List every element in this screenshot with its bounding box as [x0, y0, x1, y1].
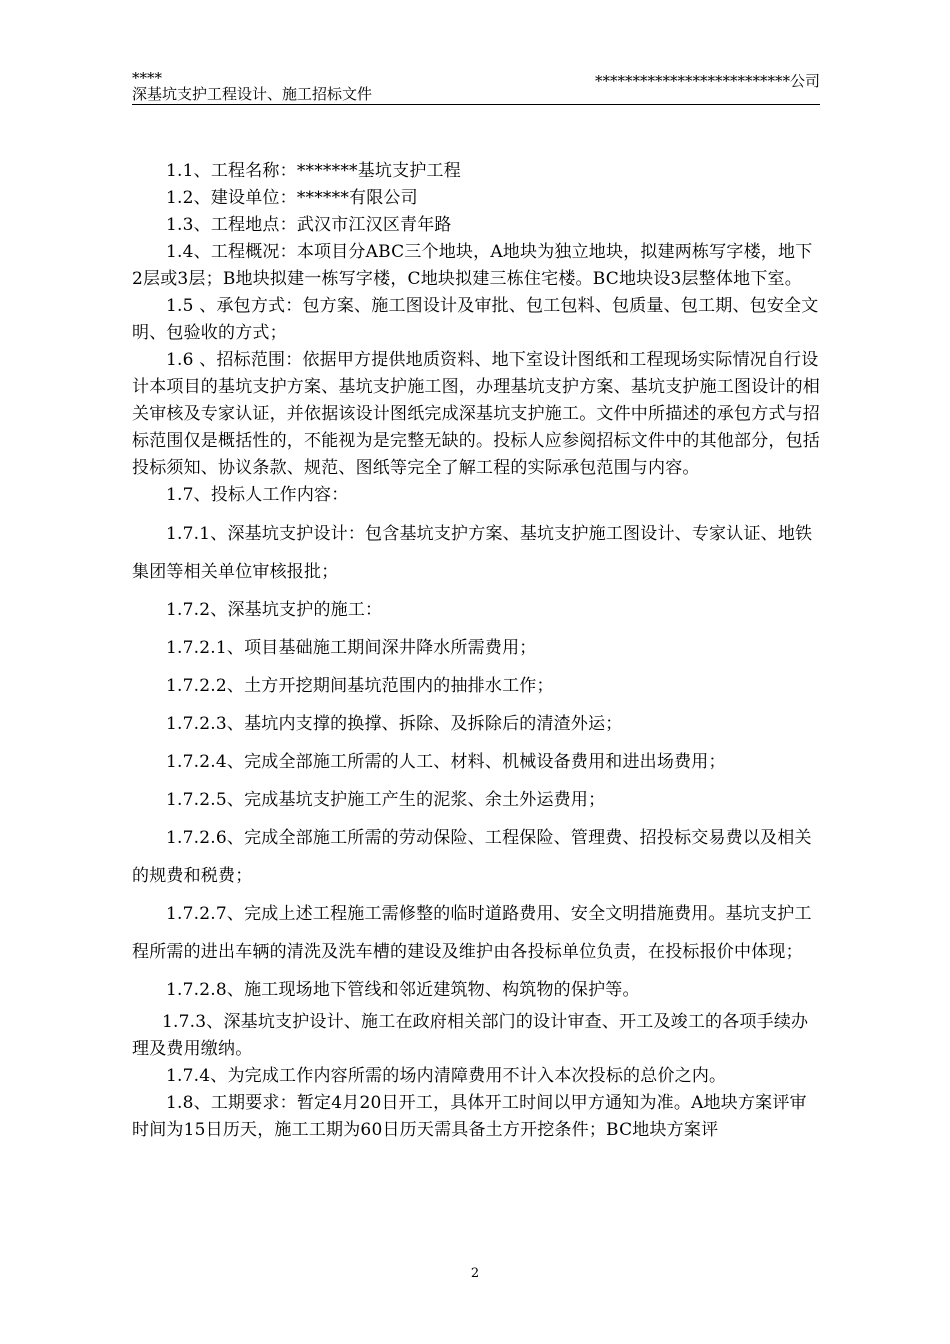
para-1-7-3: 1.7.3、深基坑支护设计、施工在政府相关部门的设计审查、开工及竣工的各项手续办理及费用缴纳。 [132, 1012, 809, 1059]
para-1-7-2-3: 1.7.2.3、基坑内支撑的换撑、拆除、及拆除后的清渣外运； [166, 714, 623, 734]
para-1-7-2-6: 1.7.2.6、完成全部施工所需的劳动保险、工程保险、管理费、招投标交易费以及相关的规费和税费； [132, 828, 812, 886]
header-company: **************************公司 [594, 72, 820, 90]
para-1-8: 1.8、工期要求：暂定4月20日开工，具体开工时间以甲方通知为准。A地块方案评审时间为15日历天，施工工期为60日历天需具备土方开挖条件；BC地块方案评 [132, 1093, 807, 1140]
para-1-7-2-8: 1.7.2.8、施工现场地下管线和邻近建筑物、构筑物的保护等。 [166, 980, 640, 1000]
para-1-7-2-7: 1.7.2.7、完成上述工程施工需修整的临时道路费用、安全文明措施费用。基坑支护工程所需的进出车辆的清洗及洗车槽的建设及维护由各投标单位负责，在投标报价中体现； [132, 904, 812, 962]
para-1-1: 1.1、工程名称：*******基坑支护工程 [166, 161, 461, 181]
para-1-4: 1.4、工程概况：本项目分ABC三个地块，A地块为独立地块，拟建两栋写字楼，地下2层或3层；B地块拟建一栋写字楼，C地块拟建三栋住宅楼。BC地块设3层整体地下室。 [132, 242, 813, 289]
para-1-6: 1.6 、招标范围：依据甲方提供地质资料、地下室设计图纸和工程现场实际情况自行设计本项目的基坑支护方案、基坑支护施工图，办理基坑支护方案、基坑支护施工图设计的相关审核及专家认证，并依据该设计图纸完成深基坑支护施工。文件中所描述的承包方式与招标范围仅是概括性的，不能视为是完整无缺的。投标人应参阅招标文件中的其他部分，包括投标须知、协议条款、规范、图纸等完全了解工程的实际承包范围与内容。 [132, 350, 820, 478]
para-1-7: 1.7、投标人工作内容： [166, 485, 349, 505]
para-1-7-2-4: 1.7.2.4、完成全部施工所需的人工、材料、机械设备费用和进出场费用； [166, 752, 726, 772]
header-subtitle: 深基坑支护工程设计、施工招标文件 [132, 85, 373, 103]
para-1-7-4: 1.7.4、为完成工作内容所需的场内清障费用不计入本次投标的总价之内。 [166, 1066, 727, 1086]
para-1-7-2-2: 1.7.2.2、土方开挖期间基坑范围内的抽排水工作； [166, 676, 554, 696]
para-1-7-2: 1.7.2、深基坑支护的施工： [166, 600, 383, 620]
para-1-3: 1.3、工程地点：武汉市江汉区青年路 [166, 215, 452, 235]
para-1-7-2-5: 1.7.2.5、完成基坑支护施工产生的泥浆、余土外运费用； [166, 790, 606, 810]
page-number: 2 [470, 1266, 480, 1281]
document-body [132, 158, 820, 1144]
para-1-5: 1.5 、承包方式：包方案、施工图设计及审批、包工包料、包质量、包工期、包安全文明、包验收的方式； [132, 296, 819, 343]
header-rule [132, 104, 820, 105]
para-1-7-2-1: 1.7.2.1、项目基础施工期间深井降水所需费用； [166, 638, 537, 658]
para-1-7-1: 1.7.1、深基坑支护设计：包含基坑支护方案、基坑支护施工图设计、专家认证、地铁集团等相关单位审核报批； [132, 524, 813, 582]
header-left-top: **** [132, 69, 162, 87]
para-1-2: 1.2、建设单位：******有限公司 [166, 188, 418, 208]
